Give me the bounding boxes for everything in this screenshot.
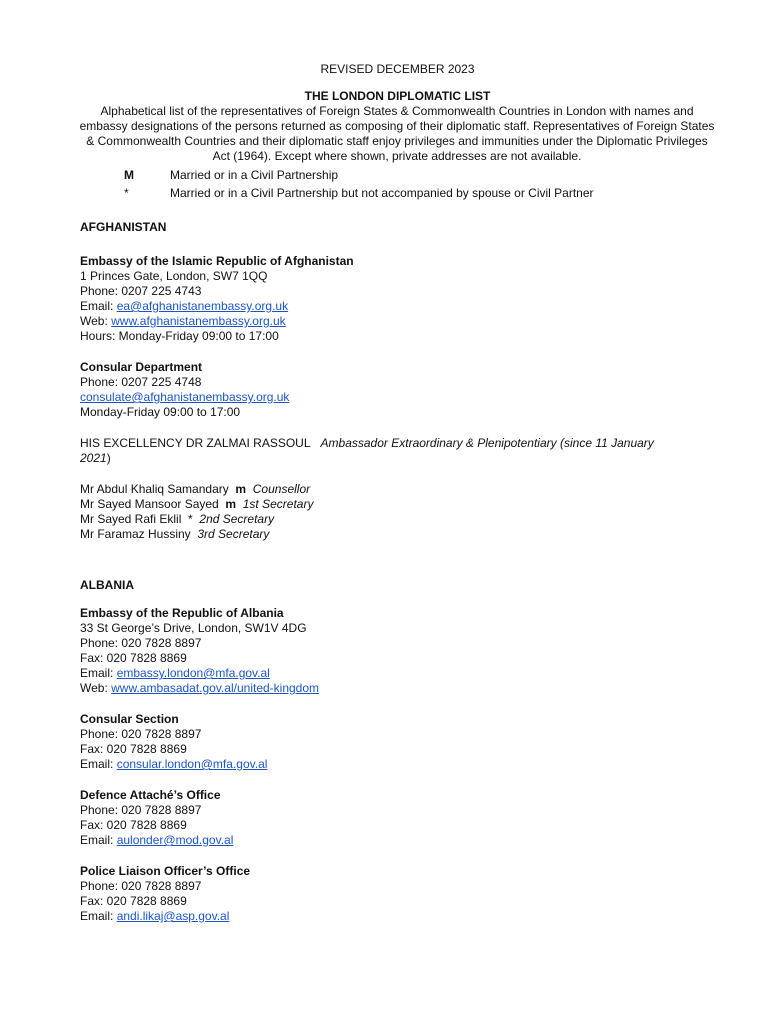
consular-title: Consular Section: [80, 712, 179, 726]
intro-paragraph: Alphabetical list of the representatives of Foreign States & Commonwealth Countries in London with names and embassy designations of the persons returned as composing of their diplomatic staff. Representatives of Foreign States & Commonwealth Countries and their diplomatic staff enjoy privileges and immunities under the Diplomatic Privileges Act (1964). Except where shown, private addresses are not available.: [79, 104, 715, 163]
document-title: THE LONDON DIPLOMATIC LIST: [304, 89, 491, 103]
staff-entry: [80, 497, 715, 512]
email-label: Email:: [80, 757, 117, 771]
ambassador-role: Ambassador Extraordinary & Plenipotentiary (since 11 January: [320, 436, 654, 450]
embassy-web-line: [80, 314, 715, 329]
defence-email-line: [80, 833, 715, 848]
defence-fax: Fax: 020 7828 8869: [80, 818, 187, 832]
ambassador-role-close: ): [106, 451, 111, 465]
consular-phone: Phone: 020 7828 8897: [80, 727, 202, 741]
staff-entry: [80, 482, 715, 497]
afghanistan-embassy-block: [80, 254, 715, 344]
consular-email-link[interactable]: consulate@afghanistanembassy.org.uk: [80, 390, 290, 404]
embassy-title: Embassy of the Republic of Albania: [80, 606, 284, 620]
ambassador-line-1: [80, 436, 715, 451]
consular-email-link[interactable]: consular.london@mfa.gov.al: [116, 757, 268, 771]
web-label: Web:: [80, 314, 112, 328]
staff-name: Mr Abdul Khaliq Samandary: [80, 482, 229, 496]
embassy-title: Embassy of the Islamic Republic of Afghanistan: [80, 254, 354, 268]
albania-police-block: [80, 864, 715, 924]
embassy-fax: Fax: 020 7828 8869: [80, 651, 187, 665]
staff-role: Counsellor: [252, 482, 311, 496]
police-title: Police Liaison Officer’s Office: [80, 864, 251, 878]
embassy-web-link[interactable]: www.ambasadat.gov.al/united-kingdom: [111, 681, 320, 695]
defence-title: Defence Attaché’s Office: [80, 788, 221, 802]
staff-mark: m: [235, 482, 247, 496]
legend-text: Married or in a Civil Partnership but not accompanied by spouse or Civil Partner: [170, 186, 594, 200]
legend-row-married: [80, 166, 715, 184]
email-label: Email:: [80, 833, 117, 847]
police-fax: Fax: 020 7828 8869: [80, 894, 187, 908]
staff-name: Mr Sayed Mansoor Sayed: [80, 497, 219, 511]
afghanistan-consular-block: [80, 360, 715, 420]
consular-email-line: [80, 390, 715, 405]
police-email-line: [80, 909, 715, 924]
embassy-address: 1 Princes Gate, London, SW7 1QQ: [80, 269, 268, 283]
staff-mark: *: [188, 512, 193, 526]
country-heading-albania: ALBANIA: [80, 578, 134, 592]
defence-email-link[interactable]: aulonder@mod.gov.al: [116, 833, 234, 847]
embassy-email-link[interactable]: embassy.london@mfa.gov.al: [116, 666, 270, 680]
police-phone: Phone: 020 7828 8897: [80, 879, 202, 893]
afghanistan-staff-list: [80, 482, 715, 542]
staff-entry: [80, 527, 715, 542]
staff-role: 3rd Secretary: [197, 527, 270, 541]
albania-consular-block: [80, 712, 715, 772]
document-page: [80, 62, 715, 940]
email-label: Email:: [80, 299, 117, 313]
staff-name: Mr Sayed Rafi Eklil: [80, 512, 182, 526]
embassy-hours: Hours: Monday-Friday 09:00 to 17:00: [80, 329, 279, 343]
legend-key: M: [124, 168, 134, 182]
embassy-address: 33 St George’s Drive, London, SW1V 4DG: [80, 621, 307, 635]
email-label: Email:: [80, 666, 117, 680]
web-label: Web:: [80, 681, 112, 695]
legend-text: Married or in a Civil Partnership: [170, 168, 339, 182]
embassy-phone: Phone: 0207 225 4743: [80, 284, 202, 298]
ambassador-role-cont: 2021: [80, 451, 107, 465]
consular-hours: Monday-Friday 09:00 to 17:00: [80, 405, 241, 419]
albania-defence-block: [80, 788, 715, 848]
embassy-email-line: [80, 299, 715, 314]
consular-email-line: [80, 757, 715, 772]
embassy-web-line: [80, 681, 715, 696]
staff-mark: m: [225, 497, 237, 511]
ambassador-line-2: [80, 451, 715, 466]
embassy-web-link[interactable]: www.afghanistanembassy.org.uk: [111, 314, 286, 328]
consular-fax: Fax: 020 7828 8869: [80, 742, 187, 756]
staff-role: 2nd Secretary: [199, 512, 275, 526]
revision-date: REVISED DECEMBER 2023: [320, 62, 475, 76]
email-label: Email:: [80, 909, 117, 923]
embassy-email-line: [80, 666, 715, 681]
legend-row-unaccompanied: [80, 184, 715, 202]
legend: [80, 166, 715, 202]
ambassador-name: HIS EXCELLENCY DR ZALMAI RASSOUL: [80, 436, 311, 450]
staff-name: Mr Faramaz Hussiny: [80, 527, 191, 541]
staff-role: 1st Secretary: [242, 497, 314, 511]
consular-title: Consular Department: [80, 360, 203, 374]
consular-phone: Phone: 0207 225 4748: [80, 375, 202, 389]
country-heading-afghanistan: AFGHANISTAN: [80, 220, 167, 234]
ambassador-entry: [80, 436, 715, 466]
staff-entry: [80, 512, 715, 527]
legend-key: *: [124, 186, 129, 200]
defence-phone: Phone: 020 7828 8897: [80, 803, 202, 817]
embassy-email-link[interactable]: ea@afghanistanembassy.org.uk: [116, 299, 289, 313]
embassy-phone: Phone: 020 7828 8897: [80, 636, 202, 650]
police-email-link[interactable]: andi.likaj@asp.gov.al: [116, 909, 230, 923]
albania-embassy-block: [80, 606, 715, 696]
